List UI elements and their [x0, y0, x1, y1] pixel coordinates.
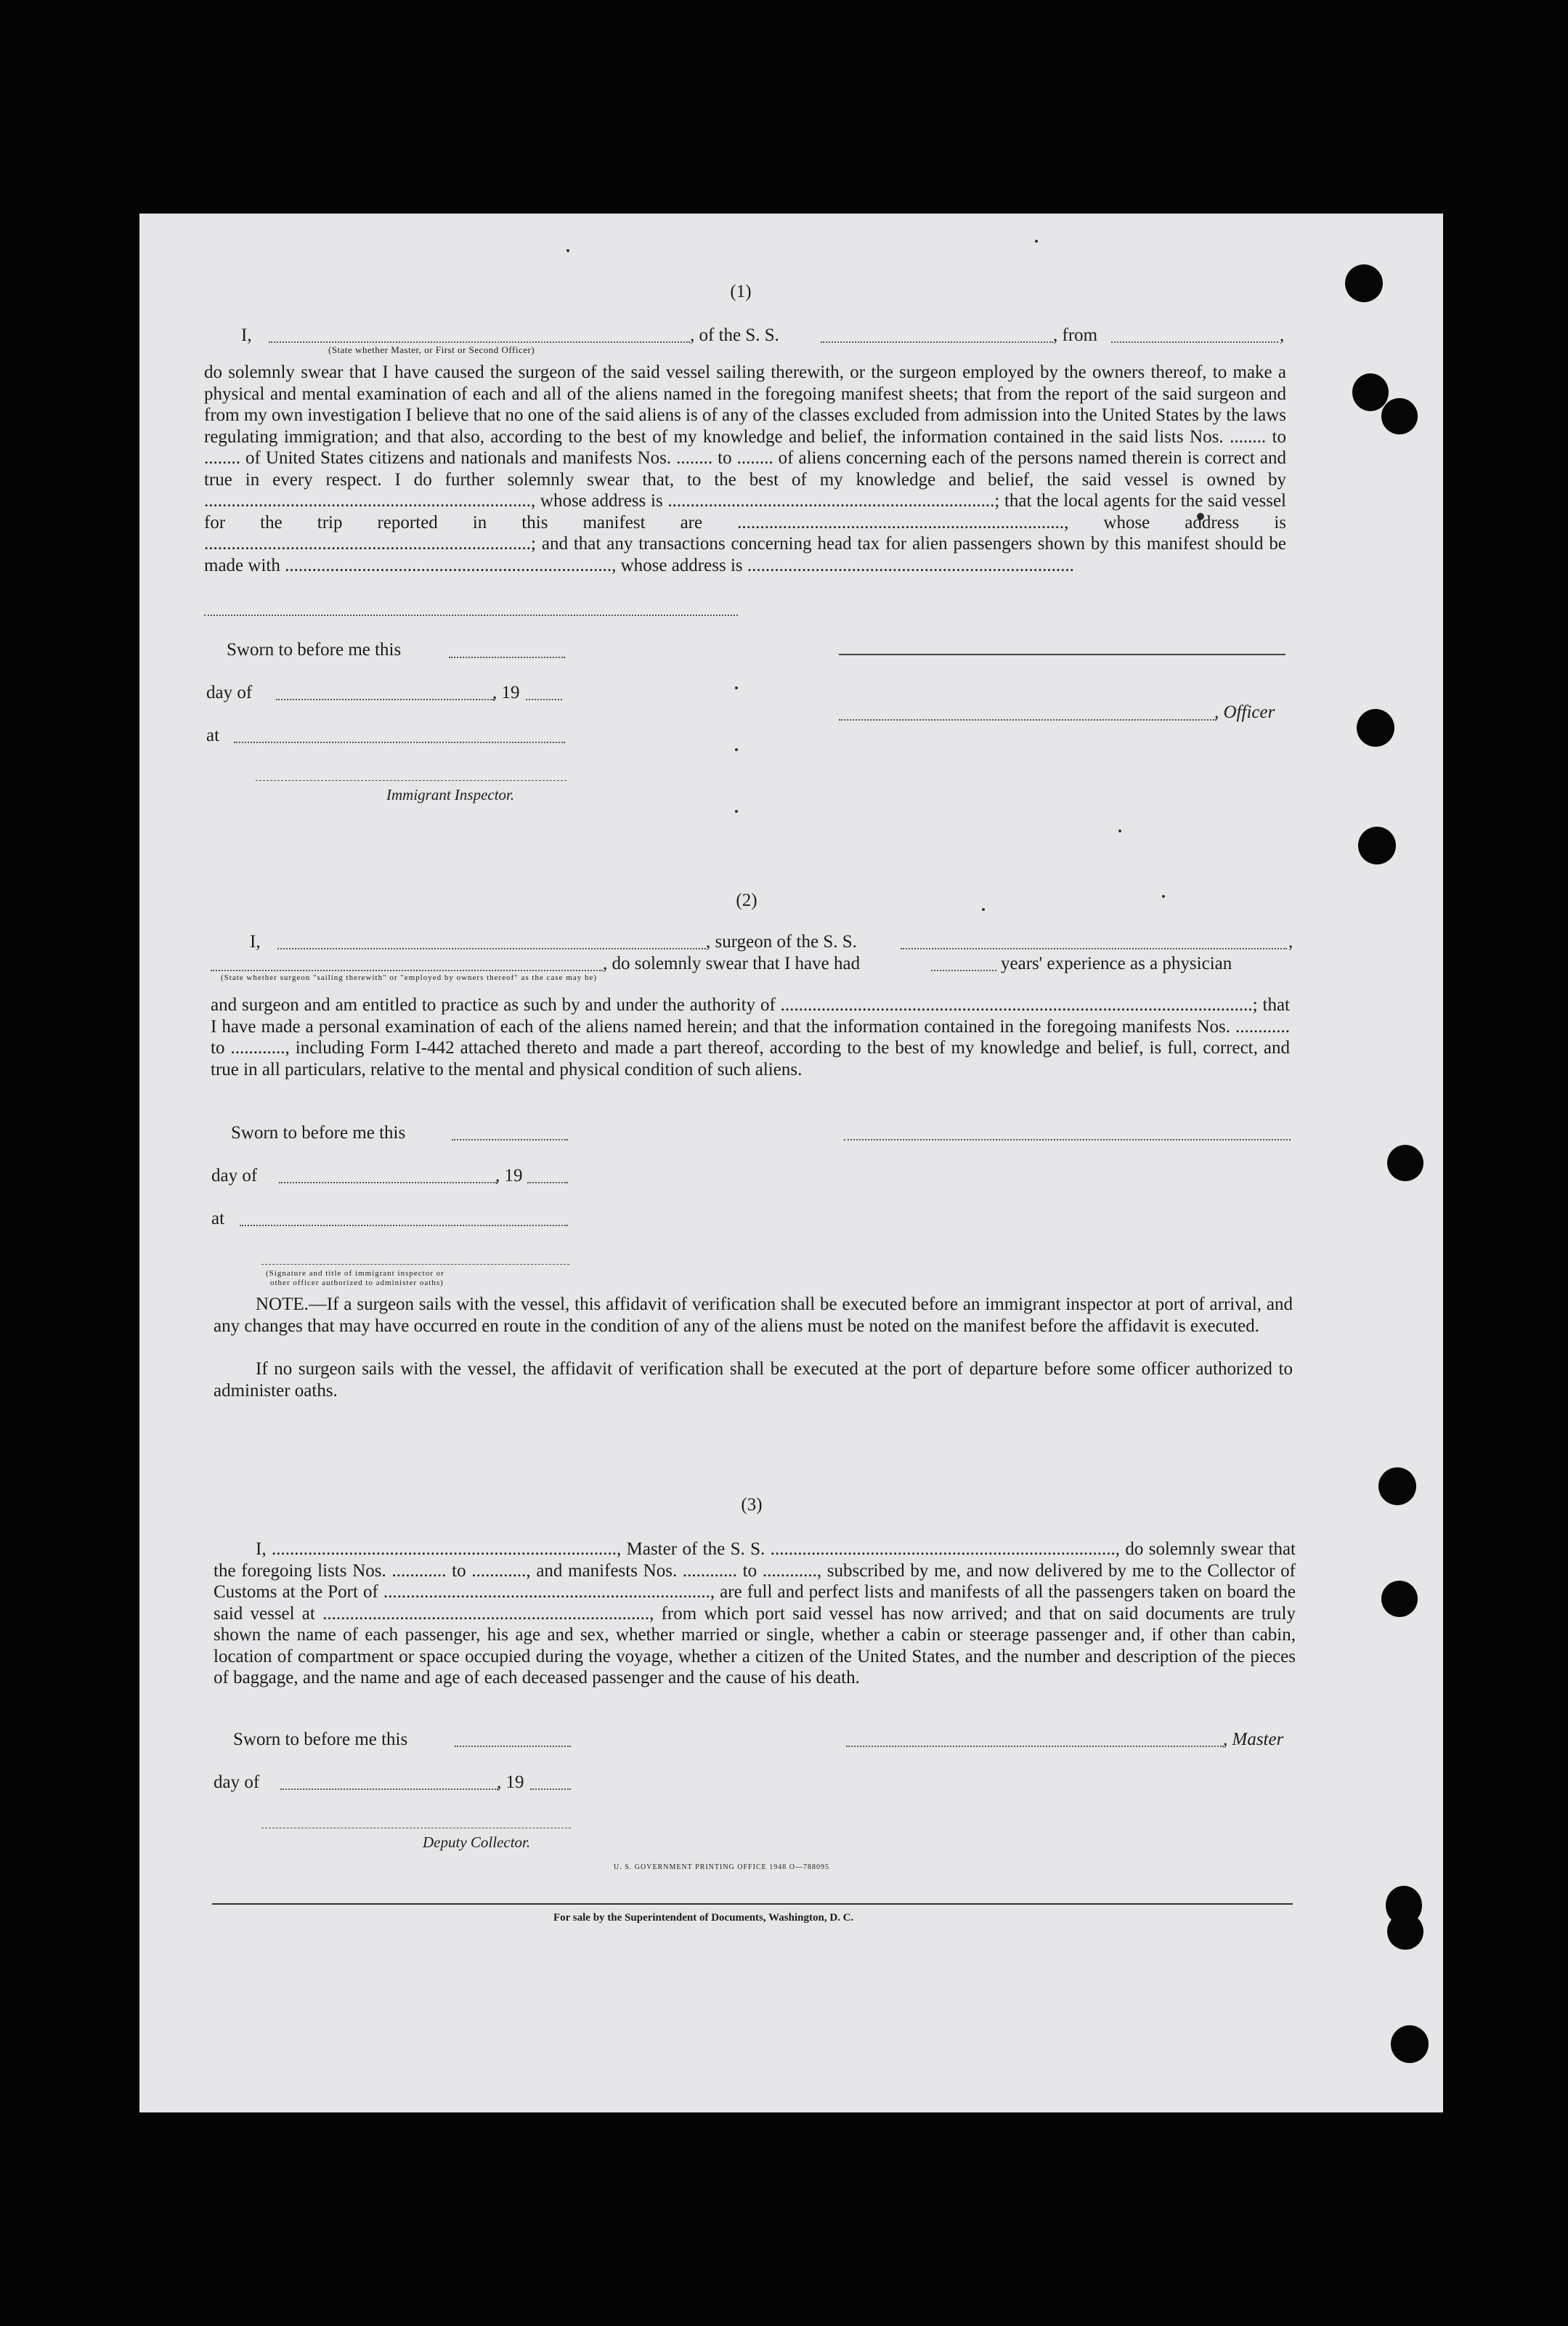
section-2-number: (2)	[736, 891, 757, 910]
section-1-oath-paragraph: do solemnly swear that I have caused the surgeon of the said vessel sailing therewith, or the surgeon employed by the owners thereof, to make a physical and mental examination of each and all of the aliens named in the foregoing manifest sheets; that from the report of the said surgeon and from my own investigation I believe that no one of the said aliens is of any of the classes excluded from admission into the United States by the laws regulating immigration; and that also, according to the best of my knowledge and belief, the information contained in the said lists Nos. ........ to ........ of United States citizens and nationals and manifests Nos. ........ to ........ of aliens concerning each of the persons named therein is correct and true in every respect. I do further solemnly swear that, to the best of my knowledge and belief, the said vessel is owned by ........................................................................, whose address is ........................................................................; that the local agents for the said vessel for the trip reported in this manifest are ........................................................................, whose address is ........................................................................; and that any transactions concerning head tax for alien passengers shown by this manifest should be made with ........................................................................, whose address is ........................................................................	[204, 362, 1286, 575]
blank-officer-name[interactable]	[269, 341, 690, 343]
section-1-number: (1)	[730, 282, 752, 301]
blank-sworn-day-3[interactable]	[455, 1746, 571, 1747]
section-2-comma: ,	[1288, 932, 1293, 952]
section-2-year: , 19	[495, 1166, 523, 1186]
section-1-from: , from	[1053, 325, 1098, 345]
section-2-day-of: day of	[211, 1166, 258, 1186]
section-1-i: I,	[241, 325, 252, 345]
punch-hole	[1358, 827, 1396, 864]
master-signature-line[interactable]	[846, 1746, 1224, 1747]
master-label: , Master	[1223, 1730, 1284, 1749]
printing-office-imprint: U. S. GOVERNMENT PRINTING OFFICE 1948 O—788095	[614, 1863, 829, 1871]
note-paragraph-1: NOTE.—If a surgeon sails with the vessel, this affidavit of verification shall be executed before an immigrant inspector at port of arrival, and any changes that may have occurred en route in the condition of any of the aliens must be noted on the manifest before the affidavit is executed.	[214, 1294, 1293, 1336]
section-3-sworn: Sworn to before me this	[233, 1730, 408, 1749]
speck	[735, 686, 738, 689]
speck	[735, 748, 738, 751]
section-1-comma: ,	[1280, 325, 1285, 345]
officer-label: , Officer	[1214, 702, 1275, 722]
blank-at-place[interactable]	[234, 742, 565, 743]
blank-year-2[interactable]	[527, 1182, 568, 1183]
immigrant-inspector-label: Immigrant Inspector.	[386, 786, 515, 803]
blank-sworn-day-2[interactable]	[452, 1139, 568, 1140]
master-caption: (State whether Master, or First or Second Officer)	[328, 344, 535, 355]
section-2-at: at	[211, 1209, 225, 1228]
section-2-i: I,	[250, 932, 261, 952]
footer-rule	[212, 1903, 1293, 1905]
signature-caption-1: (Signature and title of immigrant inspector or	[266, 1269, 444, 1278]
section-3-number: (3)	[741, 1495, 763, 1515]
blank-month[interactable]	[276, 699, 494, 700]
blank-month-3[interactable]	[280, 1788, 498, 1790]
section-3-day-of: day of	[214, 1772, 260, 1792]
inspector-signature-line-2[interactable]	[261, 1264, 569, 1265]
for-sale-notice: For sale by the Superintendent of Documents, Washington, D. C.	[553, 1912, 854, 1924]
signature-line-2[interactable]	[844, 1139, 1291, 1140]
signature-caption-2: other officer authorized to administer oaths)	[270, 1279, 444, 1287]
section-3-oath-paragraph: I, ............................................................................, Master of the S. S. ............................................................................, do solemnly swear that the foregoing lists Nos. ............ to ............, and manifests Nos. ............ to ............, subscribed by me, and now delivered by me to the Collector of Customs at the Port of ........................................................................, are full and perfect lists and manifests of all the passengers taken on board the said vessel at ........................................................................, from which port said vessel has now arrived; and that on said documents are truly shown the name of each passenger, his age and sex, whether married or single, whether a cabin or steerage passenger and, if other than cabin, location of compartment or space occupied during the voyage, whether a citizen of the United States, and the number and description of the pieces of baggage, and the name and age of each deceased passenger and the cause of his death.	[214, 1539, 1296, 1687]
blank-year-3[interactable]	[530, 1788, 571, 1790]
section-1-at: at	[206, 726, 220, 745]
punch-hole	[1381, 398, 1418, 434]
blank-at-place-2[interactable]	[240, 1225, 568, 1226]
section-2-years-experience: years' experience as a physician	[1001, 954, 1232, 973]
punch-hole	[1345, 264, 1383, 302]
speck	[1118, 830, 1121, 832]
blank-vessel-name[interactable]	[821, 341, 1053, 343]
speck	[982, 908, 985, 911]
section-1-day-of: day of	[206, 683, 253, 702]
section-2-sworn: Sworn to before me this	[231, 1123, 406, 1143]
note-paragraph-2: If no surgeon sails with the vessel, the affidavit of verification shall be executed at the port of departure before some officer authorized to administer oaths.	[214, 1359, 1293, 1401]
deputy-collector-label: Deputy Collector.	[423, 1833, 531, 1851]
punch-hole	[1378, 1467, 1416, 1505]
punch-hole	[1381, 1581, 1418, 1617]
blank-surgeon-name[interactable]	[277, 948, 706, 949]
punch-hole	[1387, 1145, 1423, 1181]
blank-year[interactable]	[526, 699, 562, 700]
section-1-year: , 19	[492, 683, 520, 702]
section-2-swear: , do solemnly swear that I have had	[603, 954, 861, 973]
punch-hole	[1352, 373, 1389, 411]
speck	[735, 810, 738, 813]
punch-hole	[1357, 709, 1394, 747]
blank-surgeon-status[interactable]	[211, 970, 603, 971]
punch-hole	[1391, 2025, 1429, 2063]
officer-signature-line[interactable]	[839, 719, 1216, 721]
speck	[1162, 895, 1165, 898]
blank-month-2[interactable]	[279, 1182, 497, 1183]
section-3-year: , 19	[497, 1772, 524, 1792]
blank-line[interactable]	[204, 615, 738, 616]
blank-sworn-day[interactable]	[449, 657, 565, 658]
inspector-signature-line[interactable]	[256, 780, 566, 781]
punch-hole	[1387, 1913, 1423, 1950]
signature-line[interactable]	[839, 654, 1285, 655]
section-2-surgeon-ss: , surgeon of the S. S.	[706, 932, 857, 952]
section-1-sworn: Sworn to before me this	[227, 640, 402, 660]
blank-vessel-name-2[interactable]	[901, 948, 1287, 949]
section-2-oath-paragraph: and surgeon and am entitled to practice as such by and under the authority of ........................................................................................................; that I have made a personal examination of each of the aliens named herein; and that the information contained in the foregoing manifests Nos. ............ to ............, including Form I-442 attached thereto and made a part thereof, according to the best of my knowledge and belief, is full, correct, and true in all particulars, relative to the mental and physical condition of such aliens.	[211, 995, 1290, 1079]
section-1-of-ss: , of the S. S.	[690, 325, 779, 345]
surgeon-caption: (State whether surgeon "sailing therewith" or "employed by owners thereof" as the case may be)	[221, 973, 598, 982]
blank-from-port[interactable]	[1111, 341, 1278, 343]
blank-years[interactable]	[931, 970, 996, 971]
speck	[566, 249, 569, 252]
speck	[1035, 240, 1038, 243]
